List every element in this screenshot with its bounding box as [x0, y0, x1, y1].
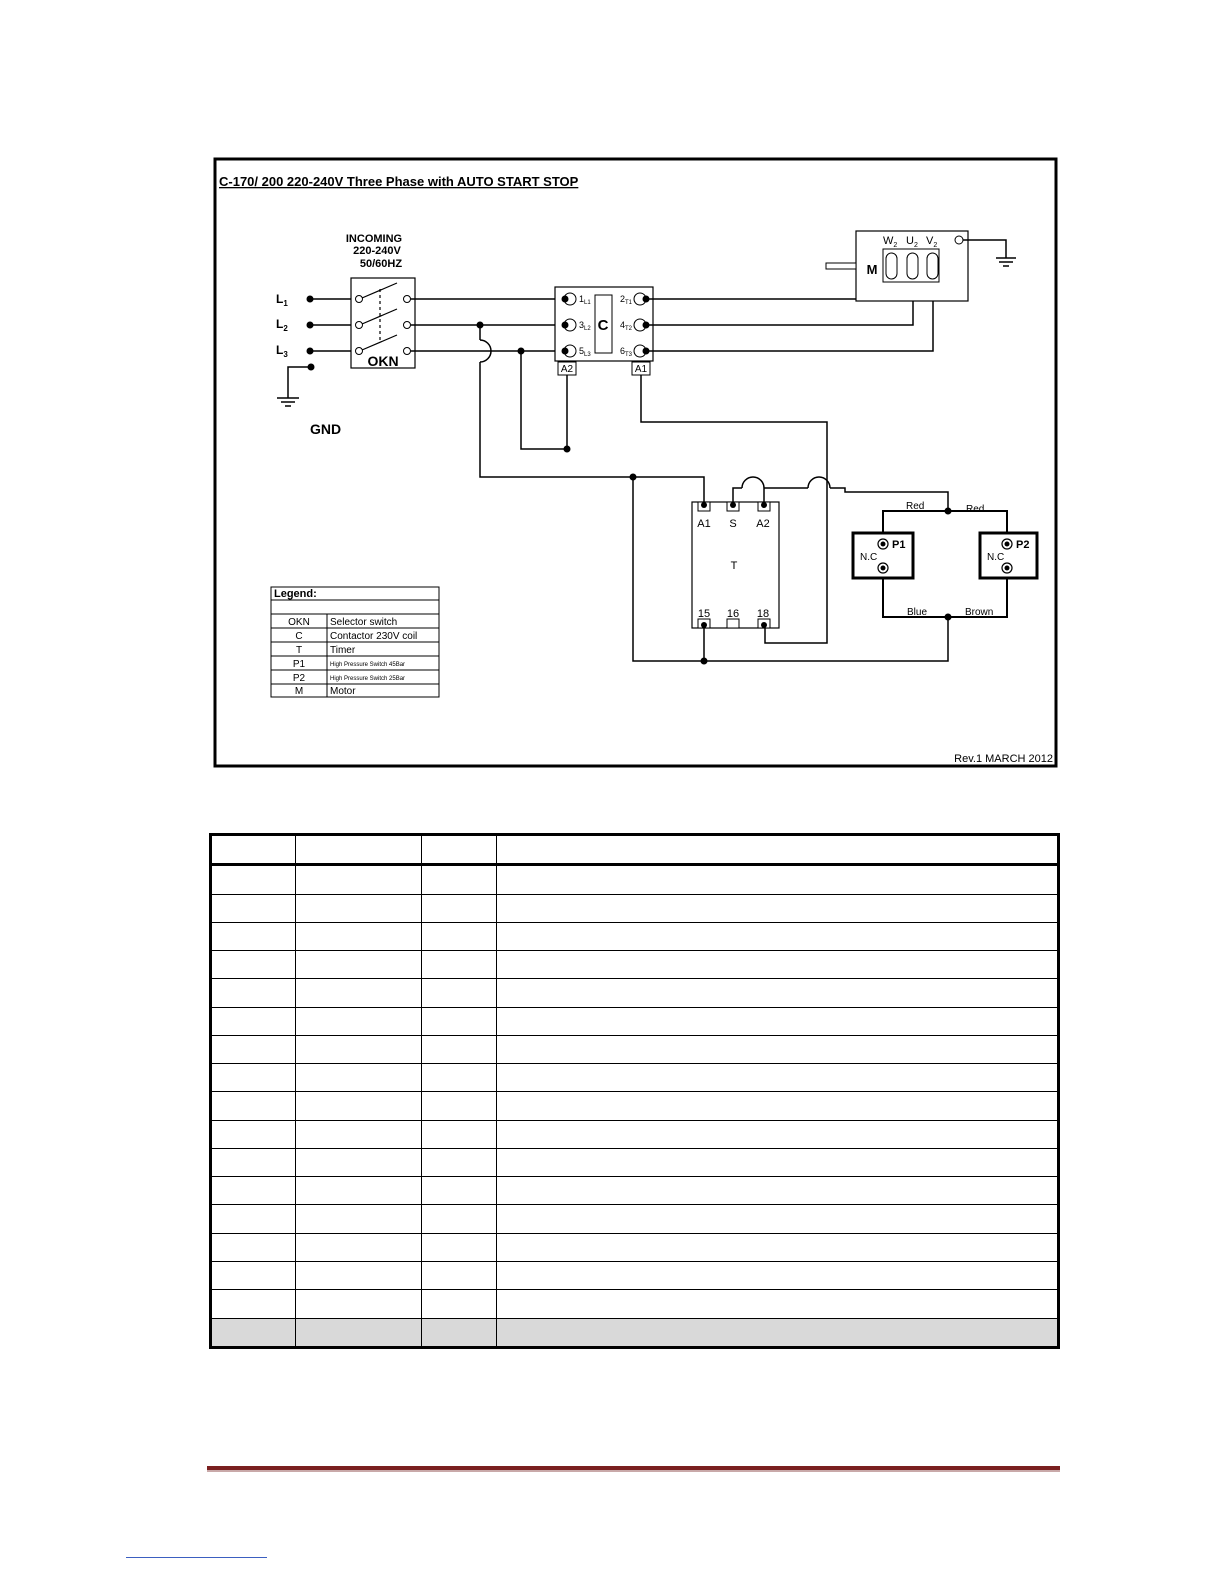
- table-row: [211, 1035, 1059, 1063]
- table-cell: [211, 1177, 296, 1205]
- table-cell: [296, 1290, 422, 1318]
- legend: [271, 587, 439, 697]
- table-cell: [296, 835, 422, 865]
- table-cell: [422, 835, 497, 865]
- contactor-terminal-1: $1_{L1}$: [579, 294, 591, 306]
- legend-code: C: [295, 631, 303, 642]
- table-cell: [497, 1148, 1059, 1176]
- table-cell: [211, 922, 296, 950]
- motor-terminal-w2: $W_2$: [883, 235, 898, 249]
- table-cell: [497, 951, 1059, 979]
- pressure-switch-p2: [980, 533, 1037, 578]
- revision-label: Rev.1 MARCH 2012: [954, 753, 1053, 765]
- table-cell: [422, 1120, 497, 1148]
- table-cell: [211, 1120, 296, 1148]
- motor-ground-icon: [963, 240, 1016, 266]
- table-cell: [422, 1092, 497, 1120]
- table-row: [211, 951, 1059, 979]
- wire-red-right-label: Red: [966, 504, 985, 515]
- table-cell: [211, 1318, 296, 1347]
- table-cell: [497, 1262, 1059, 1290]
- selector-switch-okn: [351, 278, 415, 369]
- contactor-c: [555, 287, 653, 375]
- table-cell: [296, 1064, 422, 1092]
- table-cell: [211, 1007, 296, 1035]
- table-cell: [296, 1092, 422, 1120]
- incoming-frequency: 50/60HZ: [359, 258, 403, 270]
- contactor-terminal-4: $4_{T2}$: [620, 320, 633, 332]
- table-cell: [497, 1318, 1059, 1347]
- table-cell: [497, 865, 1059, 894]
- table-cell: [422, 1318, 497, 1347]
- table-cell: [422, 865, 497, 894]
- table-cell: [296, 865, 422, 894]
- footnote-rule: [126, 1557, 267, 1558]
- table-cell: [422, 951, 497, 979]
- legend-desc: Motor: [330, 686, 356, 697]
- table-cell: [296, 979, 422, 1007]
- table-row: [211, 1007, 1059, 1035]
- legend-title: Legend:: [274, 588, 317, 600]
- table-row: [211, 835, 1059, 865]
- table-cell: [497, 1064, 1059, 1092]
- table-cell: [296, 1262, 422, 1290]
- table-row: [211, 1262, 1059, 1290]
- table-cell: [497, 894, 1059, 922]
- legend-desc: High Pressure Switch 45Bar: [330, 662, 406, 668]
- table-cell: [211, 1148, 296, 1176]
- pressure-switch-p1: [853, 533, 913, 578]
- table-cell: [211, 1205, 296, 1233]
- table-cell: [211, 835, 296, 865]
- parts-table-body: [211, 835, 1059, 1348]
- wire-brown-label: Brown: [965, 607, 994, 618]
- contactor-terminal-2: $2_{T1}$: [620, 294, 633, 306]
- table-cell: [422, 1064, 497, 1092]
- legend-desc: Contactor 230V coil: [330, 631, 418, 642]
- table-cell: [497, 1092, 1059, 1120]
- parts-table: [209, 833, 1060, 1349]
- table-cell: [497, 1233, 1059, 1261]
- incoming-terminals: [307, 296, 315, 371]
- table-cell: [211, 1035, 296, 1063]
- table-cell: [296, 922, 422, 950]
- footer-rule: [207, 1466, 1060, 1472]
- table-row: [211, 1092, 1059, 1120]
- table-cell: [422, 922, 497, 950]
- legend-desc: High Pressure Switch 25Bar: [330, 676, 406, 682]
- table-cell: [497, 1205, 1059, 1233]
- table-row: [211, 865, 1059, 894]
- motor-label: M: [866, 262, 878, 277]
- timer-label: T: [730, 560, 738, 572]
- gnd-label: GND: [310, 421, 342, 437]
- table-cell: [211, 1064, 296, 1092]
- table-cell: [296, 1205, 422, 1233]
- line-l1-label: $L_1$: [276, 292, 288, 308]
- motor-m: [826, 231, 968, 301]
- table-cell: [497, 979, 1059, 1007]
- table-cell: [422, 1205, 497, 1233]
- table-cell: [211, 1262, 296, 1290]
- table-row: [211, 1205, 1059, 1233]
- p2-nc-label: N.C: [987, 552, 1005, 563]
- motor-terminal-v2: $V_2$: [926, 235, 938, 249]
- legend-code: OKN: [288, 617, 310, 628]
- timer-terminal-15: 15: [697, 608, 711, 620]
- table-cell: [211, 1092, 296, 1120]
- line-l2-label: $L_2$: [276, 317, 288, 333]
- table-cell: [211, 979, 296, 1007]
- timer-terminal-s: S: [729, 518, 737, 530]
- diagram-title: C-170/ 200 220-240V Three Phase with AUTO START STOP: [219, 174, 579, 189]
- timer-t: [692, 502, 779, 628]
- table-cell: [422, 1007, 497, 1035]
- table-cell: [296, 1318, 422, 1347]
- timer-terminal-18: 18: [756, 608, 770, 620]
- table-row: [211, 922, 1059, 950]
- coil-terminal-a2: A2: [560, 364, 574, 375]
- table-cell: [422, 1148, 497, 1176]
- table-cell: [497, 1177, 1059, 1205]
- table-cell: [296, 951, 422, 979]
- table-cell: [497, 1120, 1059, 1148]
- table-cell: [211, 865, 296, 894]
- legend-desc: Selector switch: [330, 617, 398, 628]
- table-cell: [296, 1177, 422, 1205]
- legend-desc: Timer: [330, 645, 356, 656]
- table-row: [211, 1064, 1059, 1092]
- legend-code: M: [294, 686, 304, 697]
- coil-terminal-a1: A1: [634, 364, 648, 375]
- table-row: [211, 1290, 1059, 1318]
- motor-terminal-u2: $U_2$: [906, 235, 918, 249]
- table-cell: [497, 1290, 1059, 1318]
- okn-label: OKN: [367, 353, 399, 369]
- table-cell: [211, 894, 296, 922]
- wire-red-left-label: Red: [906, 501, 925, 512]
- table-row: [211, 894, 1059, 922]
- legend-code: P1: [292, 659, 306, 670]
- table-cell: [422, 894, 497, 922]
- table-row: [211, 979, 1059, 1007]
- incoming-voltage: 220-240V: [353, 245, 401, 257]
- table-cell: [497, 922, 1059, 950]
- timer-terminal-a1: A1: [697, 518, 711, 530]
- table-cell: [211, 1290, 296, 1318]
- table-cell: [422, 1262, 497, 1290]
- table-row: [211, 1120, 1059, 1148]
- table-row: [211, 1148, 1059, 1176]
- table-cell: [296, 894, 422, 922]
- contactor-label: C: [597, 317, 609, 334]
- table-cell: [422, 979, 497, 1007]
- table-row: [211, 1318, 1059, 1347]
- table-cell: [296, 1120, 422, 1148]
- table-cell: [296, 1007, 422, 1035]
- legend-code: P2: [292, 673, 306, 684]
- table-cell: [422, 1290, 497, 1318]
- table-cell: [422, 1035, 497, 1063]
- contactor-terminal-3: $3_{L2}$: [579, 320, 591, 332]
- table-cell: [296, 1148, 422, 1176]
- p2-label: P2: [1016, 539, 1030, 551]
- table-row: [211, 1233, 1059, 1261]
- line-l3-label: $L_3$: [276, 343, 288, 359]
- table-cell: [422, 1177, 497, 1205]
- table-cell: [497, 835, 1059, 865]
- legend-code: T: [295, 645, 303, 656]
- table-cell: [211, 951, 296, 979]
- contactor-terminal-6: $6_{T3}$: [620, 346, 633, 358]
- table-cell: [497, 1007, 1059, 1035]
- ground-icon: [277, 367, 311, 406]
- timer-terminal-16: 16: [726, 608, 740, 620]
- wire-blue-label: Blue: [907, 607, 928, 618]
- p1-nc-label: N.C: [860, 552, 878, 563]
- table-cell: [422, 1233, 497, 1261]
- table-cell: [497, 1035, 1059, 1063]
- line-labels: [276, 292, 288, 359]
- p1-label: P1: [892, 539, 906, 551]
- timer-terminal-a2: A2: [756, 518, 770, 530]
- table-row: [211, 1177, 1059, 1205]
- incoming-label: INCOMING: [345, 233, 403, 245]
- table-cell: [296, 1233, 422, 1261]
- contactor-terminal-5: $5_{L3}$: [579, 346, 591, 358]
- table-cell: [211, 1233, 296, 1261]
- table-cell: [296, 1035, 422, 1063]
